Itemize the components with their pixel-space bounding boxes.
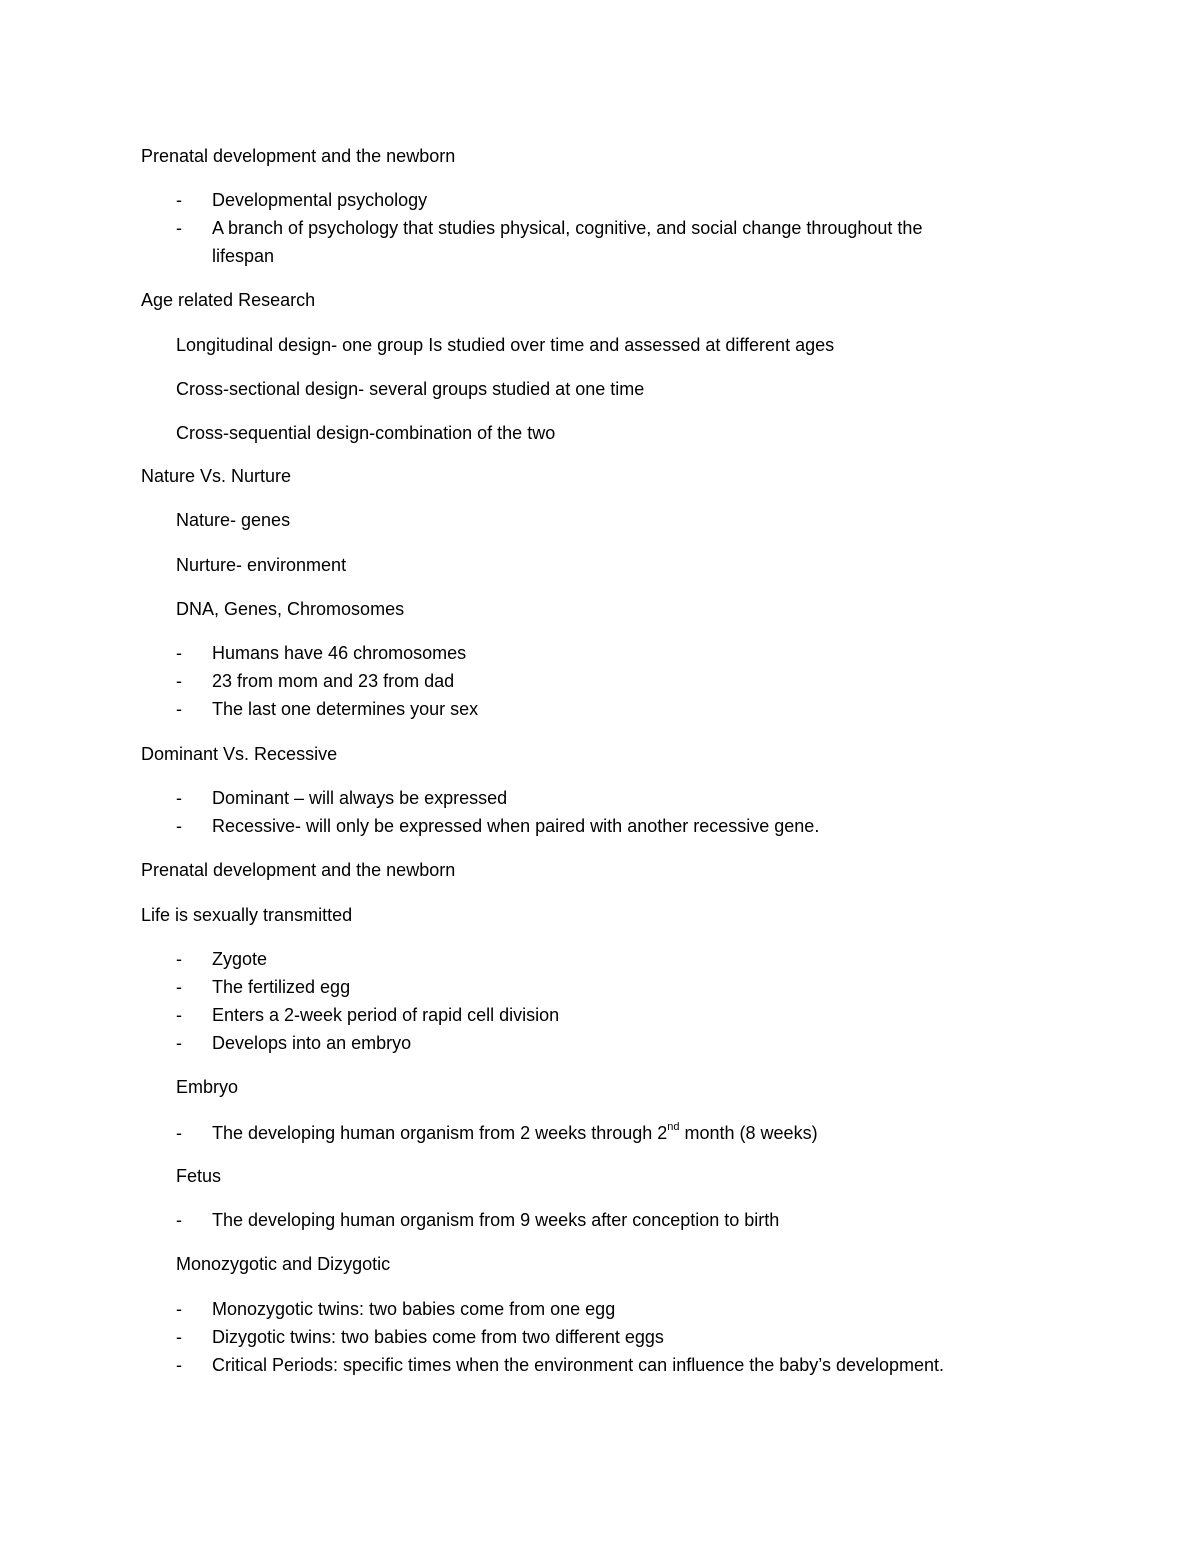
bullet-item: Monozygotic twins: two babies come from one egg <box>212 1299 616 1319</box>
bullet-item: The developing human organism from 9 weeks after conception to birth <box>212 1210 780 1230</box>
bullet-item: A branch of psychology that studies physical, cognitive, and social change throughout the <box>212 218 923 238</box>
text-line: Cross-sectional design- several groups studied at one time <box>176 379 645 399</box>
bullet-item: The fertilized egg <box>212 977 351 997</box>
ordinal-suffix: nd <box>667 1121 680 1133</box>
subsection-label: Monozygotic and Dizygotic <box>176 1254 391 1274</box>
section-heading: Nature Vs. Nurture <box>141 466 292 486</box>
bullet-dash: - <box>176 699 182 719</box>
bullet-dash: - <box>176 1355 182 1375</box>
bullet-dash: - <box>176 949 182 969</box>
text-line: Nature- genes <box>176 510 291 530</box>
bullet-text: The developing human organism from 2 weeks through 2 <box>212 1123 668 1143</box>
bullet-dash: - <box>176 1327 182 1347</box>
bullet-dash: - <box>176 977 182 997</box>
bullet-dash: - <box>176 218 182 238</box>
bullet-item: Developmental psychology <box>212 190 428 210</box>
bullet-item: Develops into an embryo <box>212 1033 412 1053</box>
bullet-dash: - <box>176 1299 182 1319</box>
bullet-dash: - <box>176 788 182 808</box>
bullet-dash: - <box>176 643 182 663</box>
text-line: DNA, Genes, Chromosomes <box>176 599 405 619</box>
bullet-item: Enters a 2-week period of rapid cell division <box>212 1005 560 1025</box>
subsection-label: Fetus <box>176 1166 222 1186</box>
text-line: Nurture- environment <box>176 555 347 575</box>
subsection-label: Embryo <box>176 1077 239 1097</box>
text-line: Longitudinal design- one group Is studied over time and assessed at different ages <box>176 335 835 355</box>
bullet-item: The last one determines your sex <box>212 699 479 719</box>
bullet-item <box>212 1122 818 1144</box>
bullet-item: Dominant – will always be expressed <box>212 788 508 808</box>
bullet-dash: - <box>176 1033 182 1053</box>
section-subheading: Life is sexually transmitted <box>141 905 353 925</box>
section-heading: Prenatal development and the newborn <box>141 860 456 880</box>
bullet-item: 23 from mom and 23 from dad <box>212 671 455 691</box>
bullet-dash: - <box>176 190 182 210</box>
bullet-item: Critical Periods: specific times when the environment can influence the baby’s development. <box>212 1355 945 1375</box>
text-line: Cross-sequential design-combination of the two <box>176 423 556 443</box>
bullet-text: month (8 weeks) <box>679 1123 818 1143</box>
bullet-item: Dizygotic twins: two babies come from two different eggs <box>212 1327 664 1347</box>
bullet-item: Humans have 46 chromosomes <box>212 643 467 663</box>
bullet-item: Zygote <box>212 949 268 969</box>
bullet-item: Recessive- will only be expressed when paired with another recessive gene. <box>212 816 820 836</box>
section-heading: Age related Research <box>141 290 316 310</box>
bullet-item-continuation: lifespan <box>212 246 275 266</box>
bullet-dash: - <box>176 816 182 836</box>
bullet-dash: - <box>176 1210 182 1230</box>
section-heading: Dominant Vs. Recessive <box>141 744 338 764</box>
bullet-dash: - <box>176 1005 182 1025</box>
bullet-dash: - <box>176 1123 182 1143</box>
bullet-dash: - <box>176 671 182 691</box>
section-heading: Prenatal development and the newborn <box>141 146 456 166</box>
